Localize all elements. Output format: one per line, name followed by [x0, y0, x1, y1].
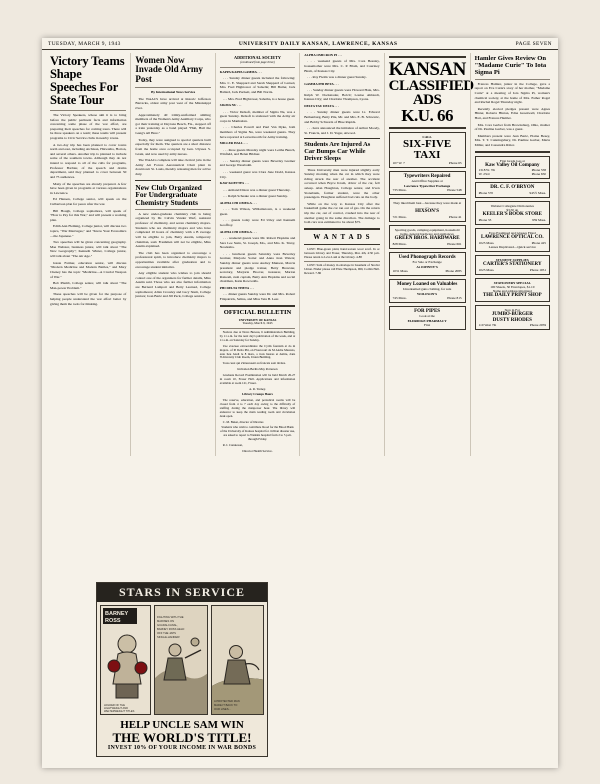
divider	[304, 165, 379, 166]
society-item-title: DELTA TAU DELTA . . .	[304, 103, 339, 108]
comic-panel-1	[100, 605, 151, 715]
society-item: . . . Mrs. Fred Hightower, Sabetha, is a house guest.	[222, 96, 296, 101]
ad-org: Lawrence Typewriter Exchange	[404, 183, 451, 188]
ad-dusty-rhodes[interactable]	[475, 305, 550, 330]
comic-panel-2	[154, 605, 207, 715]
divider	[304, 244, 379, 245]
war-bonds-slogan	[97, 718, 267, 756]
ad-headline: Webster Collegiate Dictionaries	[490, 203, 534, 208]
bulletin-text: Graduate Record Examination will be held March 26-27 in room 10, Fraser Hall. Applications and information available at room 121, Fraser.	[219, 372, 296, 385]
ad-name: SIX-FIVE TAXI	[402, 137, 452, 161]
divider	[135, 87, 210, 88]
body-text: A new under-graduate chemistry club is being organized by Dr. Calvin Vander Werf, assistant professor of chemistry, and seven chemistry majors. Students who are chemistry majors and who have completed 10 hours of chemistry with a B average will be eligible to join, Betty Austin, temporary chairman, said. Freshmen will not be eligible, Miss Austin explained.	[135, 211, 211, 249]
body-text: Many of the speeches are already prepared. A few have been given in programs at various organizations in Lawrence.	[50, 181, 127, 195]
society-item: . . . dinner guests Sunday were Dr. and Mrs. Robert Fitzpatrick, Salina, and Miss Veta B. Leer.	[219, 292, 296, 301]
svg-text:MARINES ON: MARINES ON	[157, 620, 175, 623]
ad-phone: Phone 425	[531, 240, 547, 245]
society-item-title: KAPPA KAPPA GAMMA . . .	[219, 69, 262, 74]
byline: By International News Service	[151, 90, 196, 95]
bulletin-signature: Invitation Bertha May Porterson	[237, 367, 278, 372]
ad-johnnys-records[interactable]	[389, 252, 466, 276]
body-text: The Victory Speakers, whose aim it is to bring before the public pertinent facts and information concerning some phase of the war effort, are preparing their speeches for coming tours. There will be three speakers on a team; these teams will present programs to Civic Service clubs in nearby towns.	[50, 113, 127, 141]
ad-org: At JOHNNY'S	[416, 264, 438, 269]
ad-org: DR. C. F. O'BRYON	[490, 185, 535, 191]
column-5	[384, 53, 474, 456]
svg-text:BARNEY ROSS HELD: BARNEY ROSS HELD	[157, 628, 185, 631]
masthead	[42, 38, 558, 50]
svg-text:ROSS: ROSS	[105, 618, 121, 624]
ad-contact	[479, 172, 546, 176]
divider	[389, 127, 466, 129]
body-text: While on the way to Kansas City after the basketball game the car ran out of gas. On the return trip the car, out of control, crashed into the rear of another going in the same direction. The damage to both cars was estimated to be about $75.	[304, 201, 380, 225]
society-item: . . . have announced the initiation of Arthur Moody, St. Francis, and J. D. Yager, Atwood.	[304, 126, 380, 135]
classified-ads-masthead	[388, 59, 474, 125]
headline-women-invade: Women Now Invade Old Army Post	[135, 55, 203, 84]
column-4	[299, 53, 383, 456]
ad-headline: Sporting goods, camping equipment, household items, general hardware and appliances	[394, 227, 460, 237]
ad-headline: FOR PIPES	[414, 308, 441, 314]
body-text: Approximately 40 trimly-uniformed smiling members of the Women's Army Auxiliary Corps, who got their training at Daytona Beach, Fla., stepped off a train yesterday as a band played "Hail, Hail the Gang's All Here."	[135, 112, 211, 136]
ad-note: Lenses Duplicated—Quick service	[488, 244, 536, 249]
society-item: . . . Sunday dinner guests were Howard Hale, Mrs. Ralph W. Dockstader, Bolcit; Louise Ahlstedt, Kansas City; and Charlotte Thompson, Lyons.	[304, 88, 380, 102]
body-text: A two-day trip has been planned to cover towns north and east, including Atchison, Hiawatha, Horton, and several others. Another trip is planned to include some of the southern towns. Although they do not intend to respond to all of the calls for programs, Professor Barbier, of the speech and drama department, said they planned to cover between 50 and 75 audiences.	[50, 142, 127, 179]
ad-address: 110 West 7th	[478, 323, 497, 328]
want-ad[interactable]: LOST: Blue-green plaid, hand-woven wool scarf. In or between Library and Fraser, Thursday, Mar. 4th, 4:30 p.m. Please return to Leva Lash at the Library. 4-88	[304, 246, 380, 259]
ad-address: W. 23rd	[478, 172, 490, 177]
society-item: . . . Armand Dixon was a dinner guest Thursday.	[222, 187, 291, 192]
battle-illustration	[155, 606, 207, 714]
divider	[389, 56, 466, 58]
ad-headline: They liked them best—because they were made at—	[392, 200, 462, 210]
classified-title-line3: K.U. 66	[401, 105, 453, 125]
ad-lawrence-optical[interactable]	[475, 228, 550, 252]
society-item-title: ALPHA OMICRON PI . . .	[304, 53, 343, 57]
ad-contact	[479, 191, 546, 195]
ad-org: KEELER'S BOOK STORE	[482, 212, 542, 218]
ad-sub: $3.50 up	[506, 208, 519, 213]
bulletin-text: Tous ceux qui s'interessent au francais sont invites.	[222, 361, 286, 366]
comic-panels	[97, 602, 267, 718]
headline-chem-club: New Club Organized For Undergraduate Chemistry Students	[135, 182, 202, 208]
ad-org: Kaw Valley Oil Company	[485, 162, 540, 168]
society-item: . . . guests today were Ed Utley and Kenneth Geoffroy.	[219, 218, 296, 227]
bulletin-signature: Students who wish to contribute blood for the Blood Bank of the University of Kansas hospital for civilian disaster use, are asked to report to Watkins hospital from 2 to 5 p.m. through Friday.	[220, 425, 295, 441]
svg-text:OUR LINES...: OUR LINES...	[213, 708, 231, 711]
slogan-line-2: THE WORLD'S TITLE!	[112, 730, 252, 746]
ad-note: Name and address imprinted	[492, 289, 532, 294]
society-item: . . . weekend guests of Mrs. Cora Beesley, housemother were Mrs. C. P. Blom, and Courtney Blom, of Kansas City.	[304, 59, 380, 73]
bulletin-org: UNIVERSITY OF KANSAS	[238, 317, 277, 322]
ad-contact	[479, 218, 546, 222]
bulletin-text: The reserve, education, and periodical rooms will be closed from 4 to 7 each day owing to the difficulty of staffing during the manpower hour. The library will endeavor to keep the main reading room and circulation desk open.	[219, 398, 296, 418]
ad-headline: STATIONERY SPECIAL	[493, 280, 531, 285]
ad-phone: Phone 548	[447, 187, 462, 192]
ad-address: 721 Mass.	[392, 214, 407, 219]
ad-phone: Phone 33	[478, 217, 492, 222]
ad-address: 939 Mass.	[532, 217, 547, 222]
ad-phone: Phone 558	[531, 168, 547, 173]
society-item-title: ALPHA CHI OMEGA . . .	[219, 229, 257, 234]
ad-phone: Phone 1051	[529, 267, 547, 272]
stars-in-service-ad[interactable]	[96, 582, 268, 757]
ad-headline: Eyes Examined and Glasses Fitted	[488, 230, 536, 235]
divider	[220, 328, 295, 329]
society-item: . . . weekend guest was Clara Jane Dodd, Kansas City.	[219, 170, 296, 179]
ad-typewriter-exchange[interactable]	[389, 171, 466, 195]
ad-sub: For Sale or Exchange	[412, 260, 442, 265]
ad-address: First	[424, 322, 431, 327]
society-item-title: ALPHA CHI OMEGA . . .	[219, 200, 257, 205]
ad-carters-stationery[interactable]	[475, 255, 550, 275]
society-item: . . . three guests Monday night were Letiha Bunch, Winfield, and Helen Bildner.	[219, 147, 296, 157]
society-item-title: SIGMA NU . . .	[219, 103, 242, 108]
society-item-title: GAMMA PHI BETA . . .	[304, 81, 339, 86]
body-text: Edith Ann Fleming, College junior, will discuss two topics, "War Marriages," and "Know Your Economics—the Japanese."	[50, 224, 127, 238]
body-text: Bob Plumb, College senior, will talk about "The Man-power Problem."	[50, 281, 127, 290]
bulletin-signature: A. R. Turney.	[249, 386, 266, 391]
ad-headline: STUDENT SUPPLIES	[495, 257, 529, 262]
body-text: The WAACs complete will take clerical jobs in the Army Air Forces Aeronautical Chart plant in downtown St. Louis, thereby releasing men for active duty.	[135, 158, 211, 176]
ad-org: CARTER'S STATIONERY	[483, 262, 542, 268]
body-text: Members present were Jean Bartz, Elaine Besey, Mrs. T. T. Cunningsbury, Dr. Pauline Garber, Maria Miller, and Cassandra Ritter.	[474, 133, 551, 148]
boxer-illustration	[101, 606, 151, 714]
ad-sub: 100 Sheets, 50 Envelopes, $1.10	[490, 284, 535, 289]
ad-org: DUSTY RHODES	[492, 317, 532, 323]
bulletin-text: Use evacuee extraordinaire the Cyrils fountain at do in majors- of Pi Delta Phi, on Flourcourt de M Andre Maurois, auto lieu Jeudi le 8 mars, a trois heures et demie, dans l'University Club Room, Union Building.	[219, 343, 296, 360]
ad-contact	[393, 188, 462, 192]
classified-title-line1: KANSAN	[388, 59, 466, 80]
svg-text:GUADALCANAL,: GUADALCANAL,	[157, 624, 179, 627]
ad-sub: And Office Supplies at	[411, 179, 443, 184]
masthead-title: UNIVERSITY DAILY KANSAN, LAWRENCE, KANSAS	[238, 41, 398, 47]
headline-students-injured: Students Are Injured As Car Bumps Car While Driver Sleeps	[304, 141, 371, 162]
ad-headline: Used Phonograph Records	[398, 254, 456, 260]
body-text: These speeches will be given for the purpose of helping people understand the war effort better by giving them the tools for thinking.	[50, 292, 127, 306]
headline-victory-teams: Victory Teams Shape Speeches For State Tour	[50, 54, 125, 107]
body-text: Bill Hough, College sophomore, will speak of "How to Pay for this War," and will present a working plan.	[50, 208, 127, 222]
ad-phone: Phone 2059	[529, 323, 547, 328]
ad-address: 107 W. 7	[392, 160, 405, 165]
ad-wolfsons[interactable]	[389, 279, 466, 303]
ad-org: HIXSON'S	[415, 209, 440, 215]
section-subnote: (continued from page three)	[240, 60, 275, 64]
ad-phone: Phone 2085	[445, 268, 462, 273]
body-text: The WAACS have arrived at historic Jefferson Barracks, oldest army post west of the Mississippi river.	[135, 96, 211, 111]
stars-in-service-banner: STARS IN SERVICE	[97, 583, 267, 602]
ad-dr-obryon[interactable]	[475, 182, 550, 198]
ad-headline: Money Loaned on Valuables	[396, 281, 458, 287]
society-item: . . . luncheon guests Saturday were Beverley Greiner, Marjorie Sorter and Anna Jean Waters; Sunday dinner guests were Audrey Munson, Marcia president and pledge trainer, Betty Brewster, secretary, Marjorie Hoover, treasurer, Marion Ransom, rush captain, Betty Ann Hopkins and social chairman, Katie Rowcedds.	[219, 251, 296, 284]
slogan-line-1: HELP UNCLE SAM WIN	[120, 719, 244, 731]
ad-phone: Phone 661	[447, 241, 462, 246]
ad-contact	[479, 268, 546, 272]
ad-call-label: CALL	[422, 134, 432, 139]
want-ad[interactable]: LOST: Sum of money in envelope in basement of Strobst Union. Finder please call Elsie Thompson, 969, Corbin Hall. Reward. 7-86	[304, 263, 380, 276]
divider	[475, 151, 550, 153]
section-title-additional-society: ADDITIONAL SOCIETY	[234, 55, 281, 60]
ad-contact	[479, 323, 546, 327]
ad-hixsons[interactable]	[389, 198, 466, 222]
society-item: . . . Sunday dinner guests included the following: Mrs. C. E. Sheppard and Sarah Sheppard of Larned, Mrs. Fred Hightower of Salselle; Bill Butler, Jack Ballard, Jack Puckett, and Bill Norris.	[219, 76, 296, 95]
society-item: . . . weekend guests were Mr. Robert Hopkins and Sara Lee Stein, St. Joseph, Mo., and Mrs. K. Truxy, Neodesha.	[219, 235, 296, 250]
slogan-line-3: INVEST 10% OF YOUR INCOME IN WAR BONDS	[107, 745, 257, 752]
svg-text:MADE IT BACK TO: MADE IT BACK TO	[213, 704, 238, 707]
society-item: . . . Tom Wilson, Williamstown, is a weekend guest.	[219, 207, 296, 216]
body-text: Mrs. Cora Gerber from Brownsburg, Ohio, mother of Dr. Pauline Garber, was a guest.	[474, 122, 551, 132]
divider	[50, 110, 126, 111]
svg-text:BARNEY: BARNEY	[105, 611, 129, 617]
official-bulletin-title: OFFICIAL BULLETIN	[223, 308, 292, 316]
body-text: Two speeches will be given concerning geography. Mae Webster, business junior, will talk about "The New Geography"; Kenneth Winter, College junior, will talk about "The Air Age."	[50, 240, 127, 259]
masthead-date: TUESDAY, MARCH 9, 1943	[48, 41, 121, 47]
column-6	[470, 53, 554, 456]
ad-green-bros-hardware[interactable]	[389, 225, 466, 249]
headline-hamler-review: Hamler Gives Review On "Madame Curie" To Iota Sigma Pi	[474, 55, 547, 76]
bulletin-text: Notices due at News Bureau, 6 Administration Building, by 11 a.m. for the next day's publication of the week, and at 11 a.m. on Saturday for Sunday.	[219, 330, 296, 342]
classified-title-line2: CLASSIFIED ADS	[388, 78, 474, 109]
ad-phone: Phone 650	[531, 172, 547, 177]
bulletin-subhead: Library Cramps Hours	[242, 392, 273, 397]
ad-address: 745 Mass.	[392, 295, 407, 300]
svg-text:SINGLE-HANDED!: SINGLE-HANDED!	[157, 636, 181, 639]
ad-org: GREEN BROS. HARDWARE	[394, 236, 460, 242]
ad-address: 1318 W. 7th	[478, 168, 496, 173]
ad-sub: Look at the	[419, 314, 435, 319]
ad-headline: Typewriters Repaired	[403, 173, 451, 179]
ad-phone: Phone 65	[448, 160, 462, 165]
body-text: Jessie Farmer, education senior, will discuss "Modern Medicine and Modern Battles," and Mary Cheney has the topic "Medicine—A Crucial Weapon of War."	[50, 260, 127, 279]
svg-text:A PROTECTED MAN: A PROTECTED MAN	[213, 700, 240, 703]
ad-address: 1031 Mass.	[392, 268, 409, 273]
column-3	[215, 53, 299, 456]
ad-contact	[393, 242, 462, 246]
want-ads-title: W A N T A D S	[313, 232, 371, 241]
body-text: Recently elected pledges present were Agnes Hinter, Roberta Hinton, Edna Greenwell, Charlotte Hart, and Frances Hamler.	[474, 106, 551, 121]
ad-stationery-special[interactable]	[475, 278, 550, 302]
rescue-illustration	[212, 606, 264, 714]
bulletin-text: C. M. Baker, director of libraries	[222, 419, 264, 424]
body-text: The club has been organized to encourage a professional spirit, to introduce chemistry majors to opportunities available after graduation and to encourage student initiative.	[135, 250, 211, 269]
ad-contact	[393, 215, 462, 219]
divider	[304, 228, 379, 230]
divider	[135, 180, 210, 181]
ad-eldridge-pharmacy[interactable]	[389, 306, 466, 330]
ad-keelers-book-store[interactable]	[475, 201, 550, 225]
ad-phone: Phone 41	[448, 214, 462, 219]
society-item: . . . Sunday dinner guests were Beverley Greiner and George Wessbolm.	[219, 158, 296, 168]
divider	[220, 305, 295, 307]
ad-contact	[393, 296, 462, 300]
svg-text:FIGHTING WITH THE: FIGHTING WITH THE	[157, 616, 184, 619]
ad-org: ELDRIDGE PHARMACY	[407, 318, 447, 323]
body-text: Three University men were injured slightly early Sunday morning when the car in which they were riding struck the rear of another. The accident occurred when Bryce Krom, driver of the car, fell asleep. Alan Houghton, College senior, and Irven Stonebank, former student, were the other passengers. Houghton suffered bad cuts on the body.	[304, 167, 380, 200]
body-text: Any eligible student who wishes to join should contact one of the organizers for further details, Miss Austin said. Those who are also further information are Bernard Lamport and Betty Learned, College sophomores; Allan Crossley and Lucy Stum, College juniors; Joan Bartz and Jill Peck, College seniors.	[135, 271, 211, 299]
ad-contact	[393, 269, 462, 273]
ad-org: LAWRENCE OPTICAL CO.	[480, 235, 544, 241]
ad-contact	[393, 161, 462, 165]
svg-text:WELTERWEIGHT TITLES: WELTERWEIGHT TITLES	[104, 710, 135, 713]
ad-six-five-taxi[interactable]	[389, 132, 466, 168]
society-item-title: MILLER HALL . . .	[219, 141, 249, 146]
society-item-title: PHI DELTA THETA . . .	[219, 286, 254, 291]
svg-text:OFF THE JAPS: OFF THE JAPS	[157, 632, 177, 635]
divider	[475, 79, 550, 80]
ad-address: 828 Mass.	[392, 241, 407, 246]
ad-headline: First Grade Gas at	[499, 158, 525, 163]
society-item: . . . Ralph Schaake was a dinner guest Sunday.	[222, 194, 288, 199]
divider	[304, 138, 379, 139]
divider	[220, 67, 295, 68]
svg-text:LIGHTWEIGHT AND: LIGHTWEIGHT AND	[104, 707, 129, 710]
column-1	[46, 53, 130, 456]
society-item: . . . Sunday dinner guests were Lt. Edward Bethenburg, Betty Pile, Mr. and Mrs. E. B. Schwartz, and Bobby Schwartz of Blue Rapids.	[304, 110, 380, 124]
ad-headline: Stop in For	[504, 307, 520, 312]
bulletin-signature: Director Health Service.	[242, 448, 273, 453]
divider	[135, 209, 210, 210]
body-text: Frances Hamler, junior in the College, gave a report on Eve Curie's story of her mother, "Madame Curie" at a meeting of Iota Sigma Pi, women's chemical society, at the home of Mrs. Esther Rogel and Rachel Rogel Thursday night.	[474, 81, 551, 105]
bulletin-date: Tuesday, March 9, 1943	[242, 321, 273, 326]
newspaper-sheet	[42, 38, 558, 768]
comic-panel-3	[211, 605, 264, 715]
divider	[304, 261, 379, 262]
ad-phone: Phone 570	[478, 190, 494, 195]
body-text: Today, they were assigned to special quarters built especially for them. The quarters are a short distance from the home once occupied by Gen. Ulysses S. Grant, and now used by army nurses.	[135, 137, 211, 156]
society-item: . . . Roy Fields was a dinner guest Sunday.	[307, 75, 367, 80]
society-item-title: KAW KOETTES . . .	[219, 181, 250, 186]
ad-address: 1025 Mass.	[478, 240, 495, 245]
society-item: . . . Victor Delsoft, member of Sigma Nu, was a guest Sunday. Delsoft is stationed with the Army air corps in Manhattan.	[219, 109, 296, 123]
columns	[42, 50, 558, 456]
ad-address: 1025 Mass.	[478, 267, 495, 272]
ad-address: 735 Mass.	[392, 187, 407, 192]
ad-sub: JUMBO-BURGER	[491, 312, 533, 318]
ad-org: WOLFSON'S	[417, 291, 438, 296]
ad-kaw-valley-oil[interactable]	[475, 156, 550, 180]
bulletin-text: R. I. Canuteson,	[222, 442, 243, 447]
ad-phone: Phone 815	[447, 295, 462, 300]
ad-sub: Unredeemed guns clothing, for sale	[402, 287, 452, 292]
body-text: Ed Hansen, College senior, will speak on the Culbertson plan for peace after the war.	[50, 197, 127, 206]
ad-address: 945½ Mass.	[529, 190, 547, 195]
ad-org: THE DAILY PRINT SHOP	[482, 293, 542, 299]
svg-text:HOLDER OF THE: HOLDER OF THE	[104, 704, 125, 707]
column-2	[130, 53, 214, 456]
society-item: . . . Charles Powell and Paul Van Dyke, both members of Sigma Nu, were weekend guests. They have reported at Leavenworth for Army training.	[219, 125, 296, 139]
masthead-page: PAGE SEVEN	[515, 41, 552, 47]
